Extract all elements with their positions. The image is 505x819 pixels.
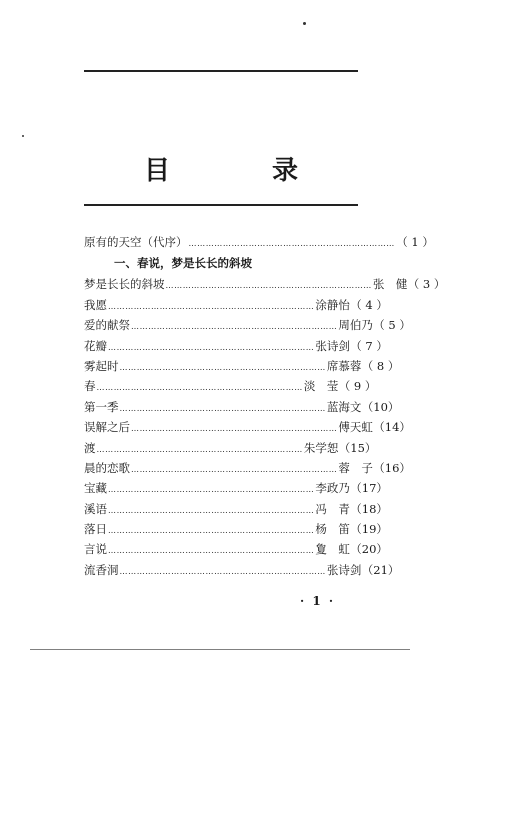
leader-dots: ………………………………………………………………: [119, 362, 326, 372]
page-title: 目 录: [143, 156, 336, 186]
page-number: · 1 ·: [300, 594, 336, 608]
toc-title: 晨的恋歌: [84, 460, 130, 475]
toc-author: 蓉 子: [338, 460, 373, 475]
toc-title: 雾起时: [84, 358, 119, 373]
leader-dots: ………………………………………………………………: [119, 566, 326, 576]
toc-title: 流香洞: [84, 562, 119, 577]
toc-entry: [84, 539, 388, 559]
toc-entry: [84, 336, 388, 356]
table-of-contents: [84, 232, 446, 580]
leader-dots: ………………………………………………………………: [96, 444, 303, 454]
leader-dots: ………………………………………………………………: [188, 239, 395, 248]
toc-section-heading: 一、春说，梦是长长的斜坡: [114, 256, 252, 271]
toc-entry: [84, 560, 400, 580]
toc-title: 落日: [84, 522, 107, 537]
toc-page: （20）: [350, 542, 388, 557]
bottom-rule: [30, 649, 410, 650]
title-rule: [84, 204, 358, 206]
top-rule: [84, 70, 358, 72]
toc-title: 我愿: [84, 297, 107, 312]
toc-author: 席慕蓉: [326, 358, 362, 373]
toc-entry: [84, 458, 411, 478]
toc-page: （10）: [361, 399, 400, 414]
leader-dots: ………………………………………………………………: [131, 322, 338, 332]
toc-entry: [84, 478, 388, 498]
toc-title: 渡: [84, 440, 96, 455]
toc-page: （14）: [373, 420, 411, 435]
toc-page: （ 5 ）: [373, 318, 411, 333]
toc-entry: [84, 376, 377, 396]
toc-title: 言说: [84, 542, 107, 557]
leader-dots: ………………………………………………………………: [108, 342, 315, 352]
toc-author: 张诗剑: [315, 338, 350, 353]
toc-author: 淡 莹: [303, 379, 339, 394]
toc-author: 涂静怡: [315, 297, 350, 312]
toc-entry: [84, 438, 377, 458]
toc-page: （ 7 ）: [350, 338, 388, 353]
toc-author: 张 健: [372, 277, 408, 292]
toc-entry: [84, 356, 400, 376]
toc-page: （ 4 ）: [350, 297, 388, 312]
leader-dots: ………………………………………………………………: [108, 505, 315, 515]
toc-author: 傅天虹: [338, 420, 373, 435]
ink-speck: [22, 135, 24, 137]
leader-dots: ………………………………………………………………: [131, 424, 338, 434]
toc-author: 杨 笛: [315, 522, 350, 537]
toc-title: 梦是长长的斜坡: [84, 277, 165, 292]
leader-dots: ………………………………………………………………: [108, 526, 315, 536]
toc-author: 蓝海文: [326, 399, 362, 414]
toc-title: 第一季: [84, 399, 119, 414]
toc-page: （ 1 ）: [396, 235, 434, 249]
toc-author: 夐 虹: [315, 542, 350, 557]
toc-title: 原有的天空（代序）: [84, 235, 188, 249]
leader-dots: ………………………………………………………………: [96, 383, 303, 393]
toc-page: （15）: [338, 440, 377, 455]
toc-title: 溪语: [84, 501, 107, 516]
toc-author: 张诗剑: [326, 562, 362, 577]
leader-dots: ………………………………………………………………: [108, 546, 315, 556]
toc-entry: [84, 315, 411, 335]
toc-page: （ 3 ）: [407, 277, 446, 292]
toc-entry: [84, 499, 388, 519]
toc-entry: [84, 274, 446, 294]
toc-page: （ 8 ）: [361, 358, 400, 373]
toc-entry: [84, 397, 400, 417]
leader-dots: ………………………………………………………………: [108, 485, 315, 495]
leader-dots: ………………………………………………………………: [108, 301, 315, 311]
toc-page: （18）: [350, 501, 388, 516]
toc-author: 朱学恕: [303, 440, 339, 455]
toc-title: 春: [84, 379, 96, 394]
leader-dots: ………………………………………………………………: [119, 403, 326, 413]
toc-title: 宝藏: [84, 481, 107, 496]
leader-dots: ………………………………………………………………: [131, 464, 338, 474]
toc-title: 花瓣: [84, 338, 107, 353]
toc-author: 李政乃: [315, 481, 350, 496]
toc-entry: [84, 295, 388, 315]
toc-page: （ 9 ）: [338, 379, 377, 394]
toc-author: 冯 青: [315, 501, 350, 516]
toc-page: （17）: [350, 481, 388, 496]
toc-title: 爱的献祭: [84, 318, 130, 333]
ink-speck: [303, 22, 306, 25]
toc-page: （16）: [373, 460, 411, 475]
toc-entries: [84, 274, 446, 580]
toc-page: （21）: [361, 562, 400, 577]
leader-dots: ………………………………………………………………: [165, 281, 372, 291]
toc-page: （19）: [350, 522, 388, 537]
toc-title: 误解之后: [84, 420, 130, 435]
toc-preface: [84, 232, 434, 252]
toc-entry: [84, 519, 388, 539]
toc-entry: [84, 417, 411, 437]
toc-author: 周伯乃: [338, 318, 373, 333]
